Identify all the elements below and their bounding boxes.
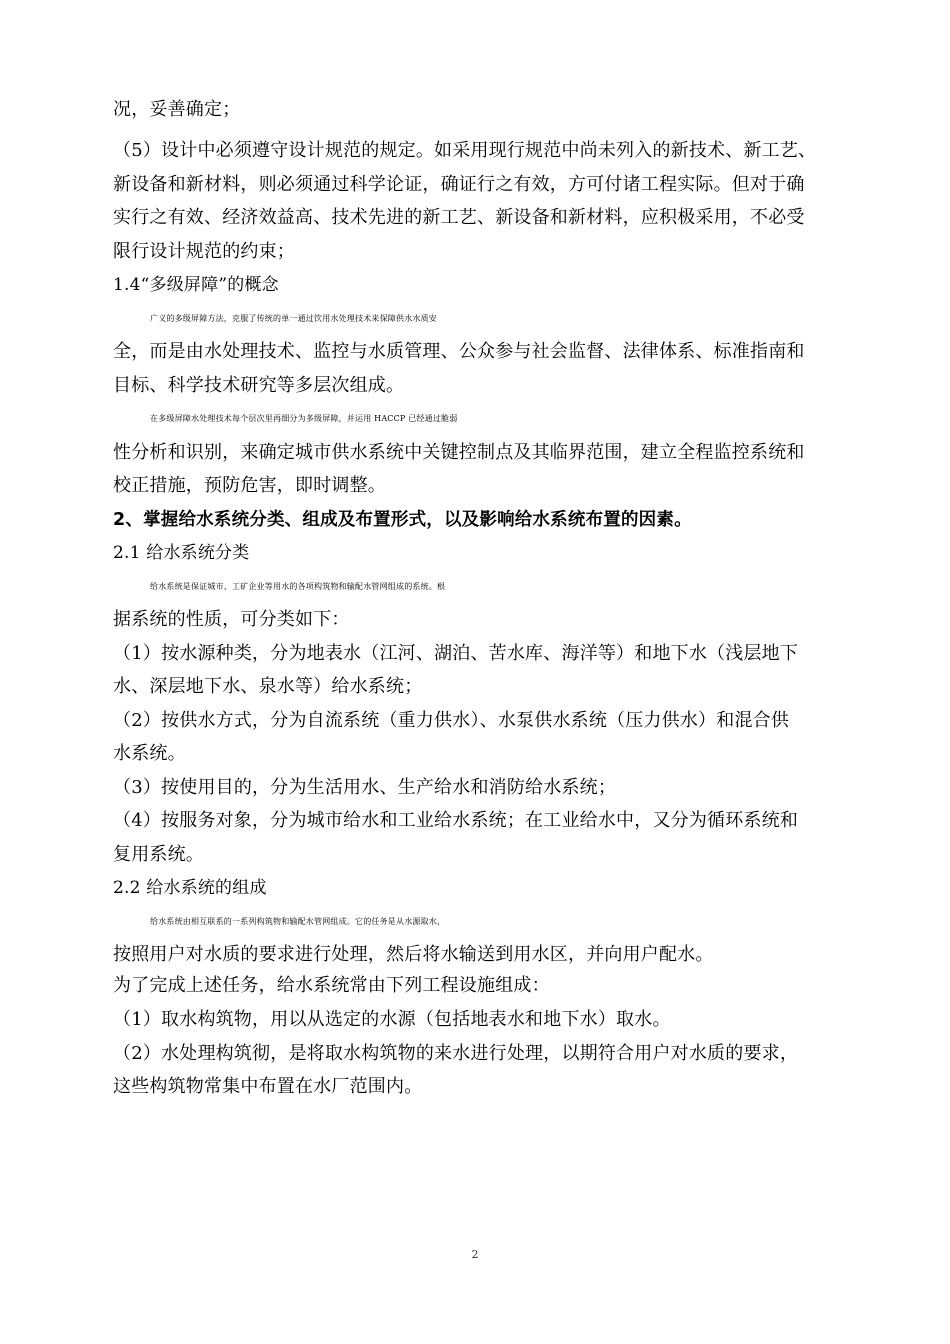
section-heading-1-4: 1.4“多级屏障”的概念 (113, 275, 279, 295)
text-line: 复用系统。 (113, 844, 204, 865)
text-line: 实行之有效、经济效益高、技术先进的新工艺、新设备和新材料，应积极采用，不必受 (113, 207, 805, 228)
page-number: 2 (471, 1248, 479, 1261)
text-line: 性分析和识别，来确定城市供水系统中关键控制点及其临界范围，建立全程监控系统和 (113, 442, 805, 463)
text-line: 校正措施，预防危害，即时调整。 (113, 475, 386, 496)
text-line: （3）按使用目的，分为生活用水、生产给水和消防给水系统； (113, 777, 617, 798)
chapter-heading-2: 2、掌握给水系统分类、组成及布置形式，以及影响给水系统布置的因素。 (113, 510, 692, 530)
text-line: 据系统的性质，可分类如下： (113, 609, 350, 630)
text-line: 这些构筑物常集中布置在水厂范围内。 (113, 1076, 423, 1097)
text-line: （1）按水源种类，分为地表水（江河、湖泊、苦水库、海洋等）和地下水（浅层地下 (113, 643, 799, 664)
text-line: （2）按供水方式，分为自流系统（重力供水）、水泵供水系统（压力供水）和混合供 (113, 710, 790, 731)
text-line: （4）按服务对象，分为城市给水和工业给水系统；在工业给水中，又分为循环系统和 (113, 810, 799, 831)
text-line: 水、深层地下水、泉水等）给水系统； (113, 676, 423, 697)
text-line: （1）取水构筑物，用以从选定的水源（包括地表水和地下水）取水。 (113, 1009, 671, 1030)
text-line: （2）水处理构筑彻，是将取水构筑物的来水进行处理，以期符合用户对水质的要求， (113, 1043, 799, 1064)
text-line: （5）设计中必须遵守设计规范的规定。如采用现行规范中尚未列入的新技术、新工艺、 (113, 140, 817, 161)
text-line: 为了完成上述任务，给水系统常由下列工程设施组成： (113, 975, 550, 996)
text-line: 广义的多级屏障方法，克服了传统的单一通过饮用水处理技术来保障供水水质安 (150, 314, 437, 323)
text-line: 水系统。 (113, 743, 186, 764)
text-line: 限行设计规范的约束； (113, 241, 295, 262)
text-line: 按照用户对水质的要求进行处理，然后将水输送到用水区，并向用户配水。 (113, 944, 714, 965)
text-line: 给水系统由相互联系的一系列构筑物和输配水管网组成。它的任务是从水源取水， (150, 917, 446, 926)
section-heading-2-1: 2.1 给水系统分类 (113, 543, 250, 563)
section-heading-2-2: 2.2 给水系统的组成 (113, 878, 267, 898)
text-line: 目标、科学技术研究等多层次组成。 (113, 375, 405, 396)
text-line: 在多级屏障水处理技术每个层次里再细分为多级屏障，并运用 HACCP 已经通过脆弱 (150, 414, 458, 423)
text-line: 全，而是由水处理技术、监控与水质管理、公众参与社会监督、法律体系、标准指南和 (113, 341, 805, 362)
text-line: 新设备和新材料，则必须通过科学论证，确证行之有效，方可付诸工程实际。但对于确 (113, 174, 805, 195)
text-line: 况，妥善确定； (113, 99, 241, 120)
text-line: 给水系统是保证城市、工矿企业等用水的各项构筑物和输配水管网组成的系统。根 (150, 582, 446, 591)
